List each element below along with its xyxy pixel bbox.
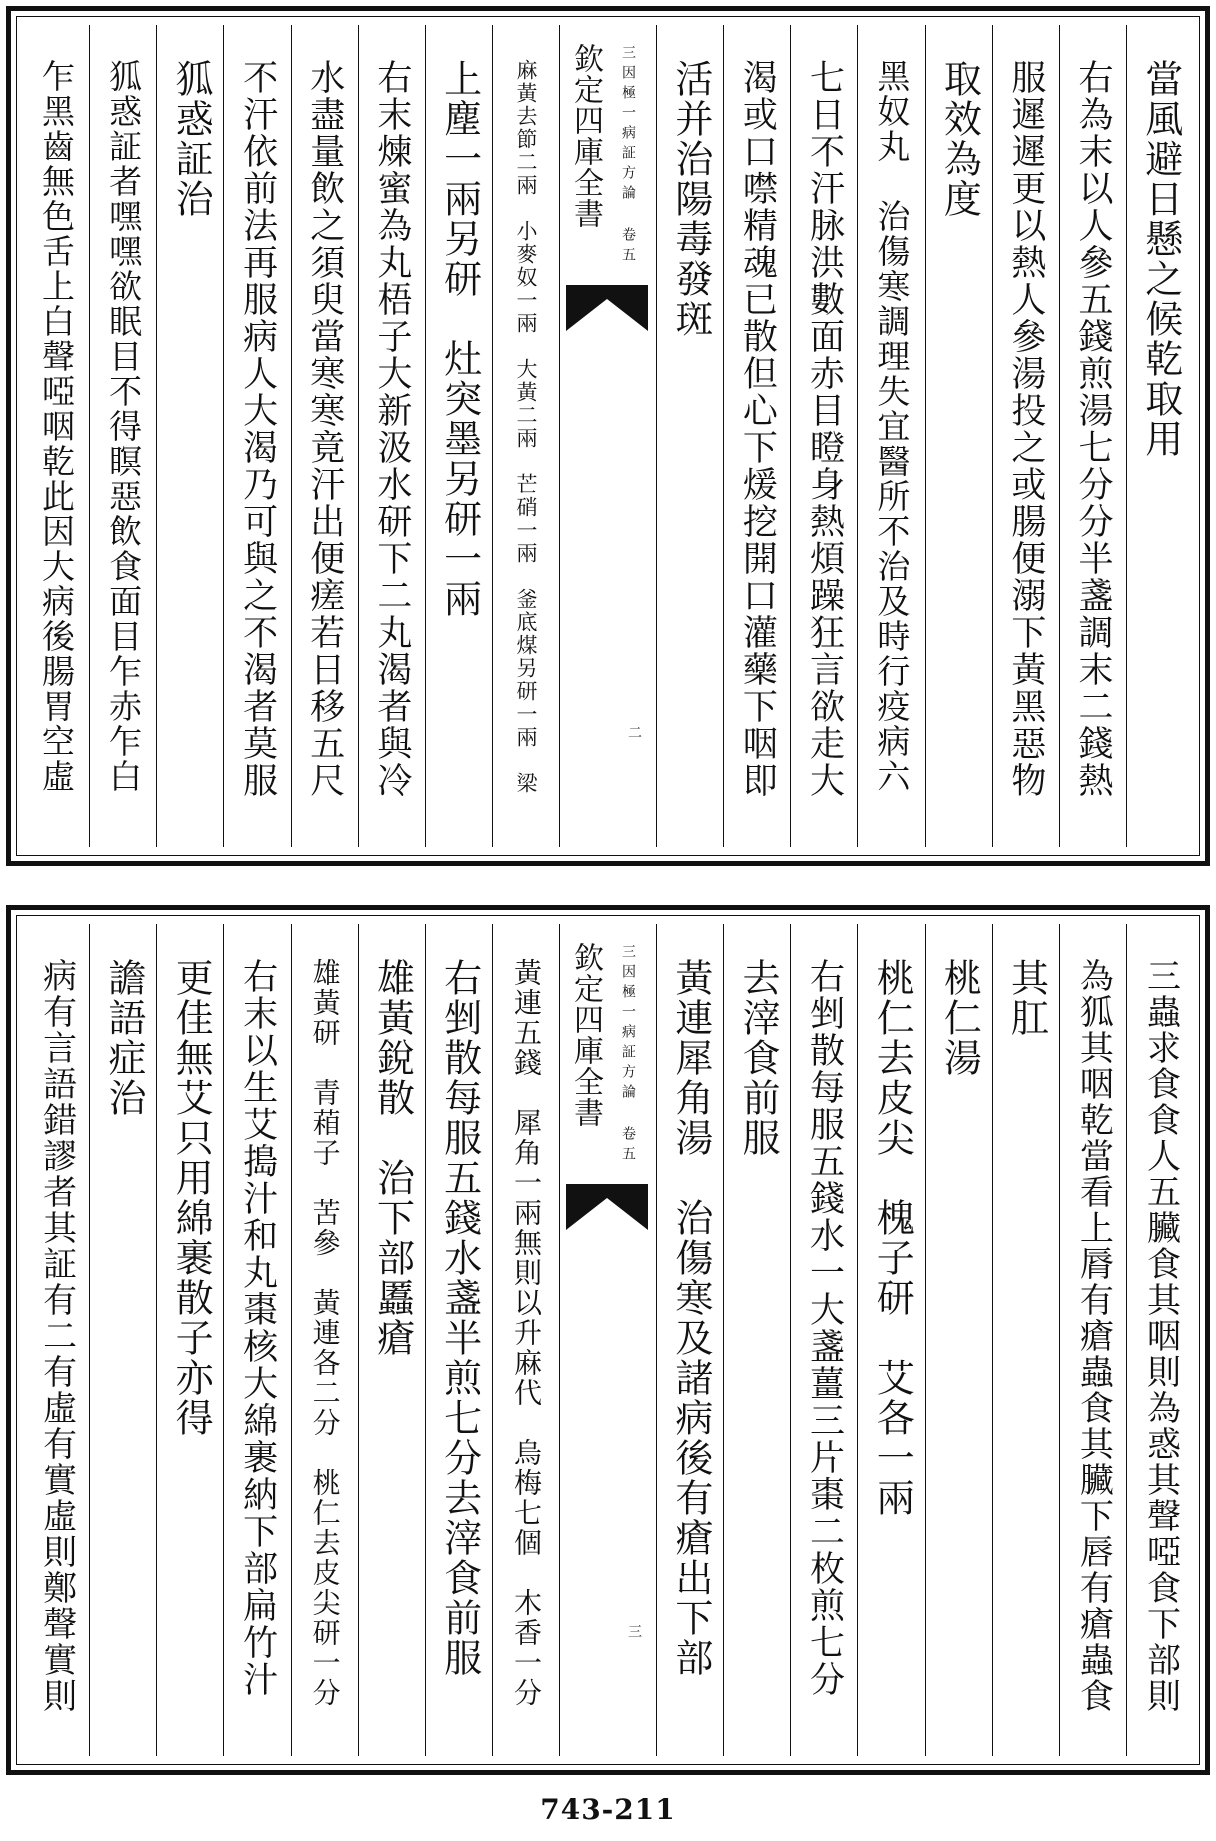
text-column (223, 25, 290, 847)
text-column (156, 924, 223, 1756)
column-text: 取效為度 (937, 59, 982, 219)
text-column (291, 924, 358, 1756)
column-text: 去滓食前服 (736, 958, 781, 1158)
text-column (89, 924, 156, 1756)
text-column (992, 25, 1059, 847)
column-text: 黃連五錢 犀角一兩無則以升麻代 烏梅七個 木香一分 (510, 958, 544, 1708)
column-text: 桃仁湯 (937, 958, 982, 1078)
column-text: 麻黃去節二兩 小麥奴一兩 大黃二兩 芒硝一兩 釜底煤另研一兩 梁 (514, 59, 539, 795)
text-column (723, 25, 790, 847)
column-text: 雄黃研 青葙子 苦參 黃連各二分 桃仁去皮尖研一分 (308, 958, 342, 1708)
text-column (857, 25, 924, 847)
column-text: 其肛 (1004, 958, 1049, 1038)
text-column (656, 924, 723, 1756)
column-text: 右剉散每服五錢水盞半煎七分去滓食前服 (437, 958, 482, 1678)
column-text: 上塵一兩另研 灶突墨另研一兩 (437, 59, 482, 619)
text-column (1059, 25, 1126, 847)
center-fold-column (559, 924, 656, 1756)
column-text: 雄黃銳散 治下部䘌瘡 (370, 958, 415, 1358)
leaf-number: 二 (626, 725, 642, 739)
center-fold-column (559, 25, 656, 847)
column-text: 右剉散每服五錢水一大盞薑三片棗二枚煎七分 (804, 958, 845, 1698)
column-text: 狐惑証治 (169, 59, 214, 219)
column-text: 更佳無艾只用綿裹散子亦得 (169, 958, 214, 1438)
column-text: 乍黑齒無色舌上白聲啞咽乾此因大病後腸胃空虛 (37, 59, 77, 794)
bottom-columns (23, 924, 1193, 1756)
column-text: 右為末以人參五錢煎湯七分分半盞調末二錢熱 (1072, 59, 1113, 799)
book-meta: 三因極一病証方論 卷五 (620, 45, 636, 267)
book-meta: 三因極一病証方論 卷五 (620, 944, 636, 1166)
text-column (358, 25, 425, 847)
text-column (425, 25, 492, 847)
column-text: 渴或口噤精魂已散但心下煖挖開口灌藥下咽即 (737, 59, 778, 799)
page-number: 743-211 (540, 1793, 676, 1826)
column-text: 黑奴丸 治傷寒調理失宜醫所不治及時行疫病六 (872, 59, 912, 794)
text-column (492, 25, 559, 847)
column-text: 不汗依前法再服病人大渴乃可與之不渴者莫服 (237, 59, 278, 799)
text-column (992, 924, 1059, 1756)
book-title: 欽定四庫全書 (568, 942, 603, 1128)
column-text: 譫語症治 (102, 958, 147, 1118)
text-column (1126, 924, 1193, 1756)
column-text: 右末以生艾搗汁和丸棗核大綿裹納下部扁竹汁 (237, 958, 278, 1698)
column-text: 病有言語錯謬者其証有二有虛有實虛則鄭聲實則 (36, 958, 77, 1714)
column-text: 當風避日懸之候乾取用 (1138, 59, 1183, 459)
text-column (425, 924, 492, 1756)
text-column (1059, 924, 1126, 1756)
text-column (925, 25, 992, 847)
column-text: 右末煉蜜為丸梧子大新汲水研下二丸渴者與冷 (371, 59, 412, 799)
leaf-number: 三 (626, 1624, 642, 1638)
text-column (223, 924, 290, 1756)
fishtail-mark-icon (566, 285, 648, 331)
text-column (23, 25, 89, 847)
column-text: 狐惑証者嘿嘿欲眠目不得瞑惡飲食面目乍赤乍白 (104, 59, 144, 794)
book-title: 欽定四庫全書 (568, 43, 603, 229)
column-text: 活并治陽毒發斑 (668, 59, 713, 339)
text-column (156, 25, 223, 847)
text-column (492, 924, 559, 1756)
text-column (1126, 25, 1193, 847)
top-page-panel (6, 6, 1210, 866)
column-text: 七日不汗脉洪數面赤目瞪身熱煩躁狂言欲走大 (804, 59, 845, 799)
bottom-page-panel (6, 905, 1210, 1775)
text-column (790, 924, 857, 1756)
column-text: 水盡量飲之須臾當寒寒竟汗出便瘥若日移五尺 (304, 59, 345, 799)
text-column (790, 25, 857, 847)
text-column (723, 924, 790, 1756)
text-column (89, 25, 156, 847)
text-column (23, 924, 89, 1756)
column-text: 為狐其咽乾當看上脣有瘡蟲食其臟下唇有瘡蟲食 (1073, 958, 1114, 1714)
text-column (857, 924, 924, 1756)
text-column (358, 924, 425, 1756)
column-text: 服遲遲更以熱人參湯投之或腸便溺下黃黑惡物 (1005, 59, 1046, 799)
text-column (925, 924, 992, 1756)
column-text: 三蟲求食食人五臟食其咽則為惑其聲啞食下部則 (1140, 958, 1181, 1714)
top-columns (23, 25, 1193, 847)
column-text: 黃連犀角湯 治傷寒及諸病後有瘡出下部 (668, 958, 713, 1678)
fishtail-mark-icon (566, 1184, 648, 1230)
text-column (656, 25, 723, 847)
column-text: 桃仁去皮尖 槐子研 艾各一兩 (870, 958, 915, 1518)
text-column (291, 25, 358, 847)
